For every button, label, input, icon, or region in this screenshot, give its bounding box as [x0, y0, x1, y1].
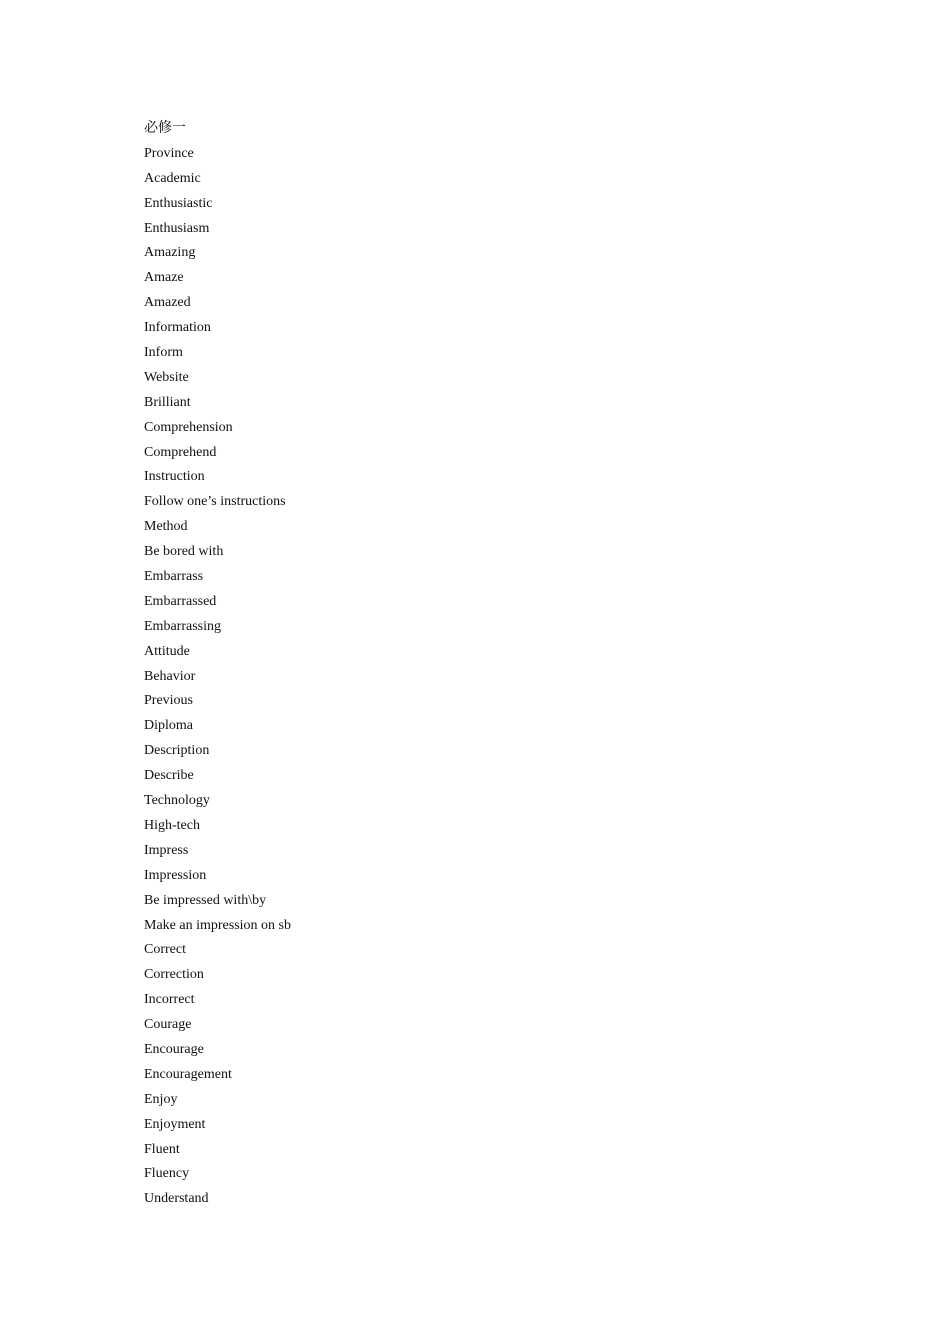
vocab-item: Incorrect [144, 992, 195, 1008]
vocab-item: Enthusiasm [144, 220, 210, 236]
vocab-item: Fluency [144, 1166, 190, 1182]
vocab-item: Brilliant [144, 394, 191, 410]
vocab-item: Academic [144, 170, 201, 186]
vocab-item: Courage [144, 1017, 192, 1033]
vocab-item: Impression [144, 867, 207, 883]
vocab-item: Correct [144, 942, 186, 958]
vocab-item: Amazing [144, 245, 196, 261]
vocab-item: Embarrass [144, 569, 204, 585]
vocab-item: Information [144, 320, 211, 336]
vocab-item: Embarrassing [144, 618, 221, 634]
vocab-item: Amaze [144, 270, 184, 286]
section-heading: 必修一 [144, 121, 186, 136]
vocab-item: Website [144, 369, 189, 385]
vocab-item: Encourage [144, 1041, 204, 1057]
vocab-item: Enjoyment [144, 1116, 206, 1132]
vocab-item: Understand [144, 1191, 209, 1207]
vocab-item: Comprehension [144, 419, 233, 435]
vocab-item: Behavior [144, 668, 196, 684]
vocabulary-list [144, 117, 844, 1212]
vocab-item: Inform [144, 345, 183, 361]
vocab-item: Description [144, 743, 210, 759]
vocab-item: Technology [144, 793, 210, 809]
vocab-item: Comprehend [144, 444, 217, 460]
vocab-item: Make an impression on sb [144, 917, 291, 933]
vocab-item: Follow one’s instructions [144, 494, 286, 510]
vocab-item: Describe [144, 768, 194, 784]
vocab-item: Attitude [144, 643, 190, 659]
vocab-item: Impress [144, 842, 189, 858]
vocab-item: High-tech [144, 817, 200, 833]
vocab-item: Previous [144, 693, 193, 709]
vocab-item: Enjoy [144, 1091, 178, 1107]
vocab-item: Embarrassed [144, 593, 217, 609]
vocab-item: Correction [144, 967, 204, 983]
vocab-item: Enthusiastic [144, 195, 213, 211]
vocab-item: Amazed [144, 295, 191, 311]
vocab-item: Be bored with [144, 544, 224, 560]
vocab-item: Fluent [144, 1141, 180, 1157]
vocab-item: Diploma [144, 718, 193, 734]
vocab-item: Province [144, 145, 194, 161]
vocab-item: Method [144, 519, 188, 535]
vocab-item: Instruction [144, 469, 205, 485]
vocab-item: Encouragement [144, 1066, 232, 1082]
vocab-item: Be impressed with\by [144, 892, 267, 908]
